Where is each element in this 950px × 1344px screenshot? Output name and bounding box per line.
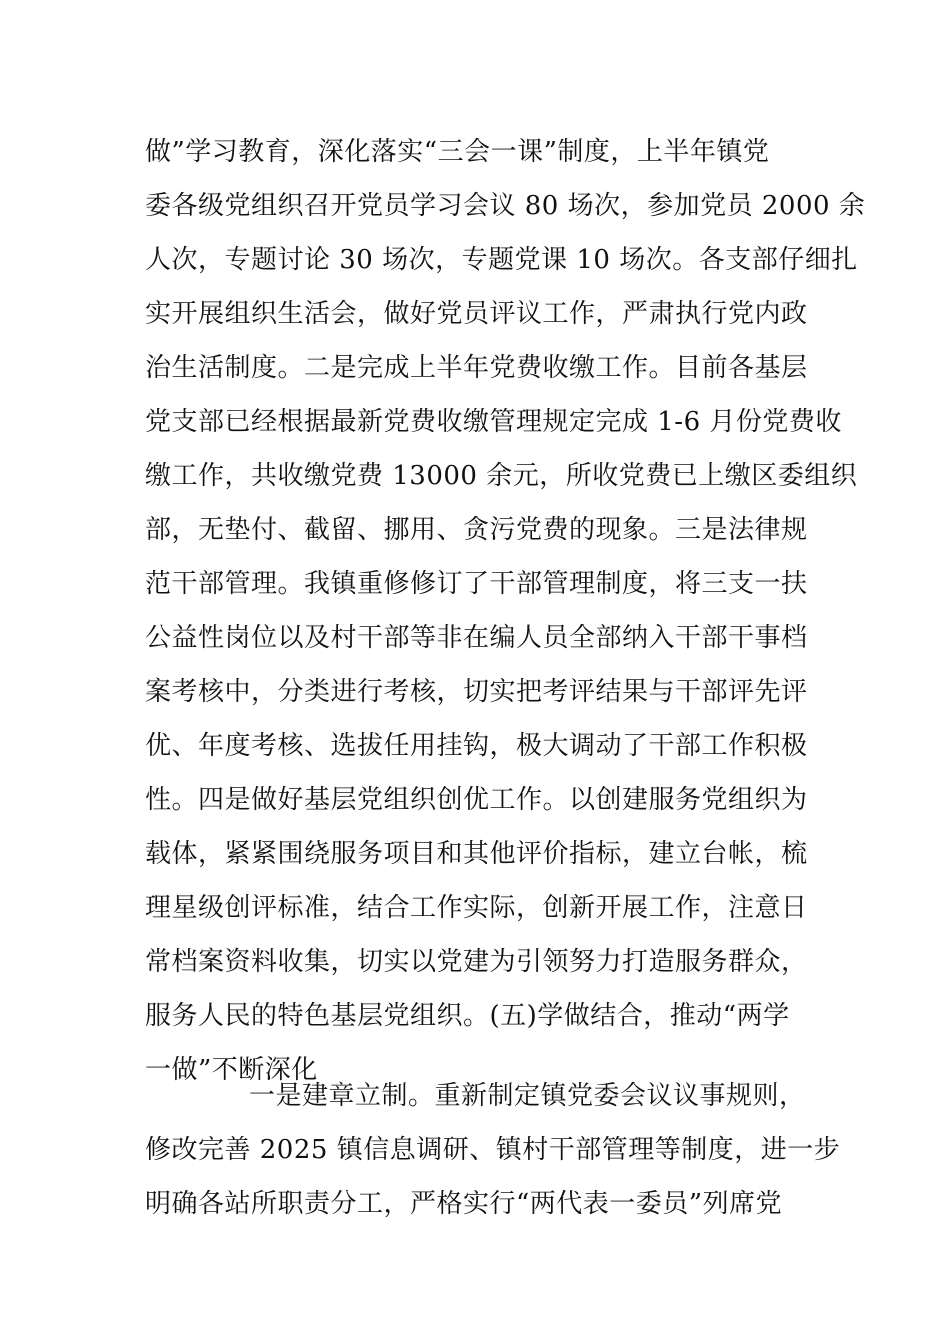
text-line: 治生活制度。二是完成上半年党费收缴工作。目前各基层 bbox=[145, 353, 808, 383]
text-line: 常档案资料收集，切实以党建为引领努力打造服务群众， bbox=[145, 947, 808, 977]
text-line: 党支部已经根据最新党费收缴管理规定完成 1-6 月份党费收 bbox=[145, 407, 842, 437]
text-line: 委各级党组织召开党员学习会议 80 场次，参加党员 2000 余 bbox=[145, 191, 866, 221]
text-line: 修改完善 2025 镇信息调研、镇村干部管理等制度，进一步 bbox=[145, 1135, 841, 1165]
text-line: 明确各站所职责分工，严格实行“两代表一委员”列席党 bbox=[145, 1189, 783, 1219]
text-line: 人次，专题讨论 30 场次，专题党课 10 场次。各支部仔细扎 bbox=[145, 245, 858, 275]
text-line: 范干部管理。我镇重修修订了干部管理制度，将三支一扶 bbox=[145, 569, 808, 599]
text-line: 载体，紧紧围绕服务项目和其他评价指标，建立台帐，梳 bbox=[145, 839, 808, 869]
text-line: 服务人民的特色基层党组织。(五)学做结合，推动“两学 bbox=[145, 1001, 790, 1031]
text-line: 实开展组织生活会，做好党员评议工作，严肃执行党内政 bbox=[145, 299, 808, 329]
body-paragraph bbox=[145, 125, 865, 1097]
text-line: 一做”不断深化 bbox=[145, 1055, 318, 1085]
text-line: 缴工作，共收缴党费 13000 余元，所收党费已上缴区委组织 bbox=[145, 461, 858, 491]
text-line: 做”学习教育，深化落实“三会一课”制度，上半年镇党 bbox=[145, 137, 770, 167]
text-line: 优、年度考核、选拔任用挂钩，极大调动了干部工作积极 bbox=[145, 731, 808, 761]
text-line: 部，无垫付、截留、挪用、贪污党费的现象。三是法律规 bbox=[145, 515, 808, 545]
text-line: 一是建章立制。重新制定镇党委会议议事规则， bbox=[249, 1081, 806, 1111]
text-line: 性。四是做好基层党组织创优工作。以创建服务党组织为 bbox=[145, 785, 808, 815]
body-paragraph bbox=[145, 1069, 840, 1231]
text-line: 公益性岗位以及村干部等非在编人员全部纳入干部干事档 bbox=[145, 623, 808, 653]
text-line: 理星级创评标准，结合工作实际，创新开展工作，注意日 bbox=[145, 893, 808, 923]
text-line: 案考核中，分类进行考核，切实把考评结果与干部评先评 bbox=[145, 677, 808, 707]
